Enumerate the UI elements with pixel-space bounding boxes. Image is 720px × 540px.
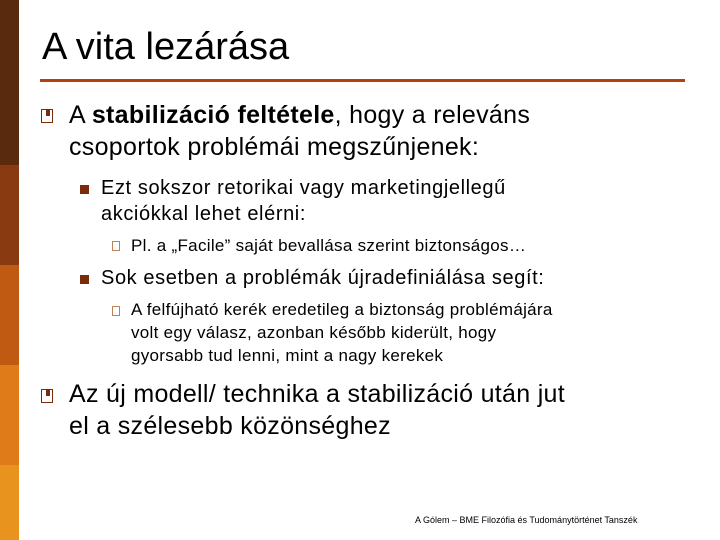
sub-bullet-2: Sok esetben a problémák újradefiniálása segít: xyxy=(101,267,545,289)
slide-title: A vita lezárása xyxy=(42,26,290,68)
bullet-2-line-1: Az új modell/ technika a stabilizáció után jut xyxy=(69,380,566,408)
filled-square-bullet-icon xyxy=(80,275,89,284)
square-bullet-icon xyxy=(41,109,53,123)
sub-sub-bullet-2-line-1: A felfújható kerék eredetileg a biztonság problémájára xyxy=(131,300,553,319)
sub-bullet-1-line-1: Ezt sokszor retorikai vagy marketingjellegű xyxy=(101,177,506,199)
sub-bullet-1-line-2: akciókkal lehet elérni: xyxy=(101,203,307,225)
side-bar-segment xyxy=(0,165,19,265)
title-underline xyxy=(40,79,685,82)
side-decoration-bar xyxy=(0,0,19,540)
sub-sub-bullet-1: Pl. a „Facile” saját bevallása szerint biztonságos… xyxy=(131,236,527,255)
bullet-2-line-2: el a szélesebb közönséghez xyxy=(69,412,391,440)
sub-sub-bullet-2-line-2: volt egy válasz, azonban később kiderült, hogy xyxy=(131,323,497,342)
filled-square-bullet-icon xyxy=(80,185,89,194)
bullet-1-bold-text: stabilizáció feltétele xyxy=(91,101,335,129)
side-bar-segment xyxy=(0,365,19,465)
footer-text: A Gólem – BME Filozófia és Tudománytörténet Tanszék xyxy=(415,515,638,525)
bullet-1-prefix: A xyxy=(69,101,92,129)
side-bar-segment xyxy=(0,465,19,540)
bullet-1-rest: , hogy a releváns xyxy=(334,101,531,129)
side-bar-segment xyxy=(0,265,19,365)
outline-square-bullet-icon xyxy=(112,241,120,251)
outline-square-bullet-icon xyxy=(112,306,120,316)
bullet-1-line-2: csoportok problémái megszűnjenek: xyxy=(69,133,480,161)
square-bullet-icon xyxy=(41,389,53,403)
sub-sub-bullet-2-line-3: gyorsabb tud lenni, mint a nagy kerekek xyxy=(131,346,444,365)
side-bar-segment xyxy=(0,0,19,165)
bullet-1-line-1 xyxy=(69,100,530,131)
